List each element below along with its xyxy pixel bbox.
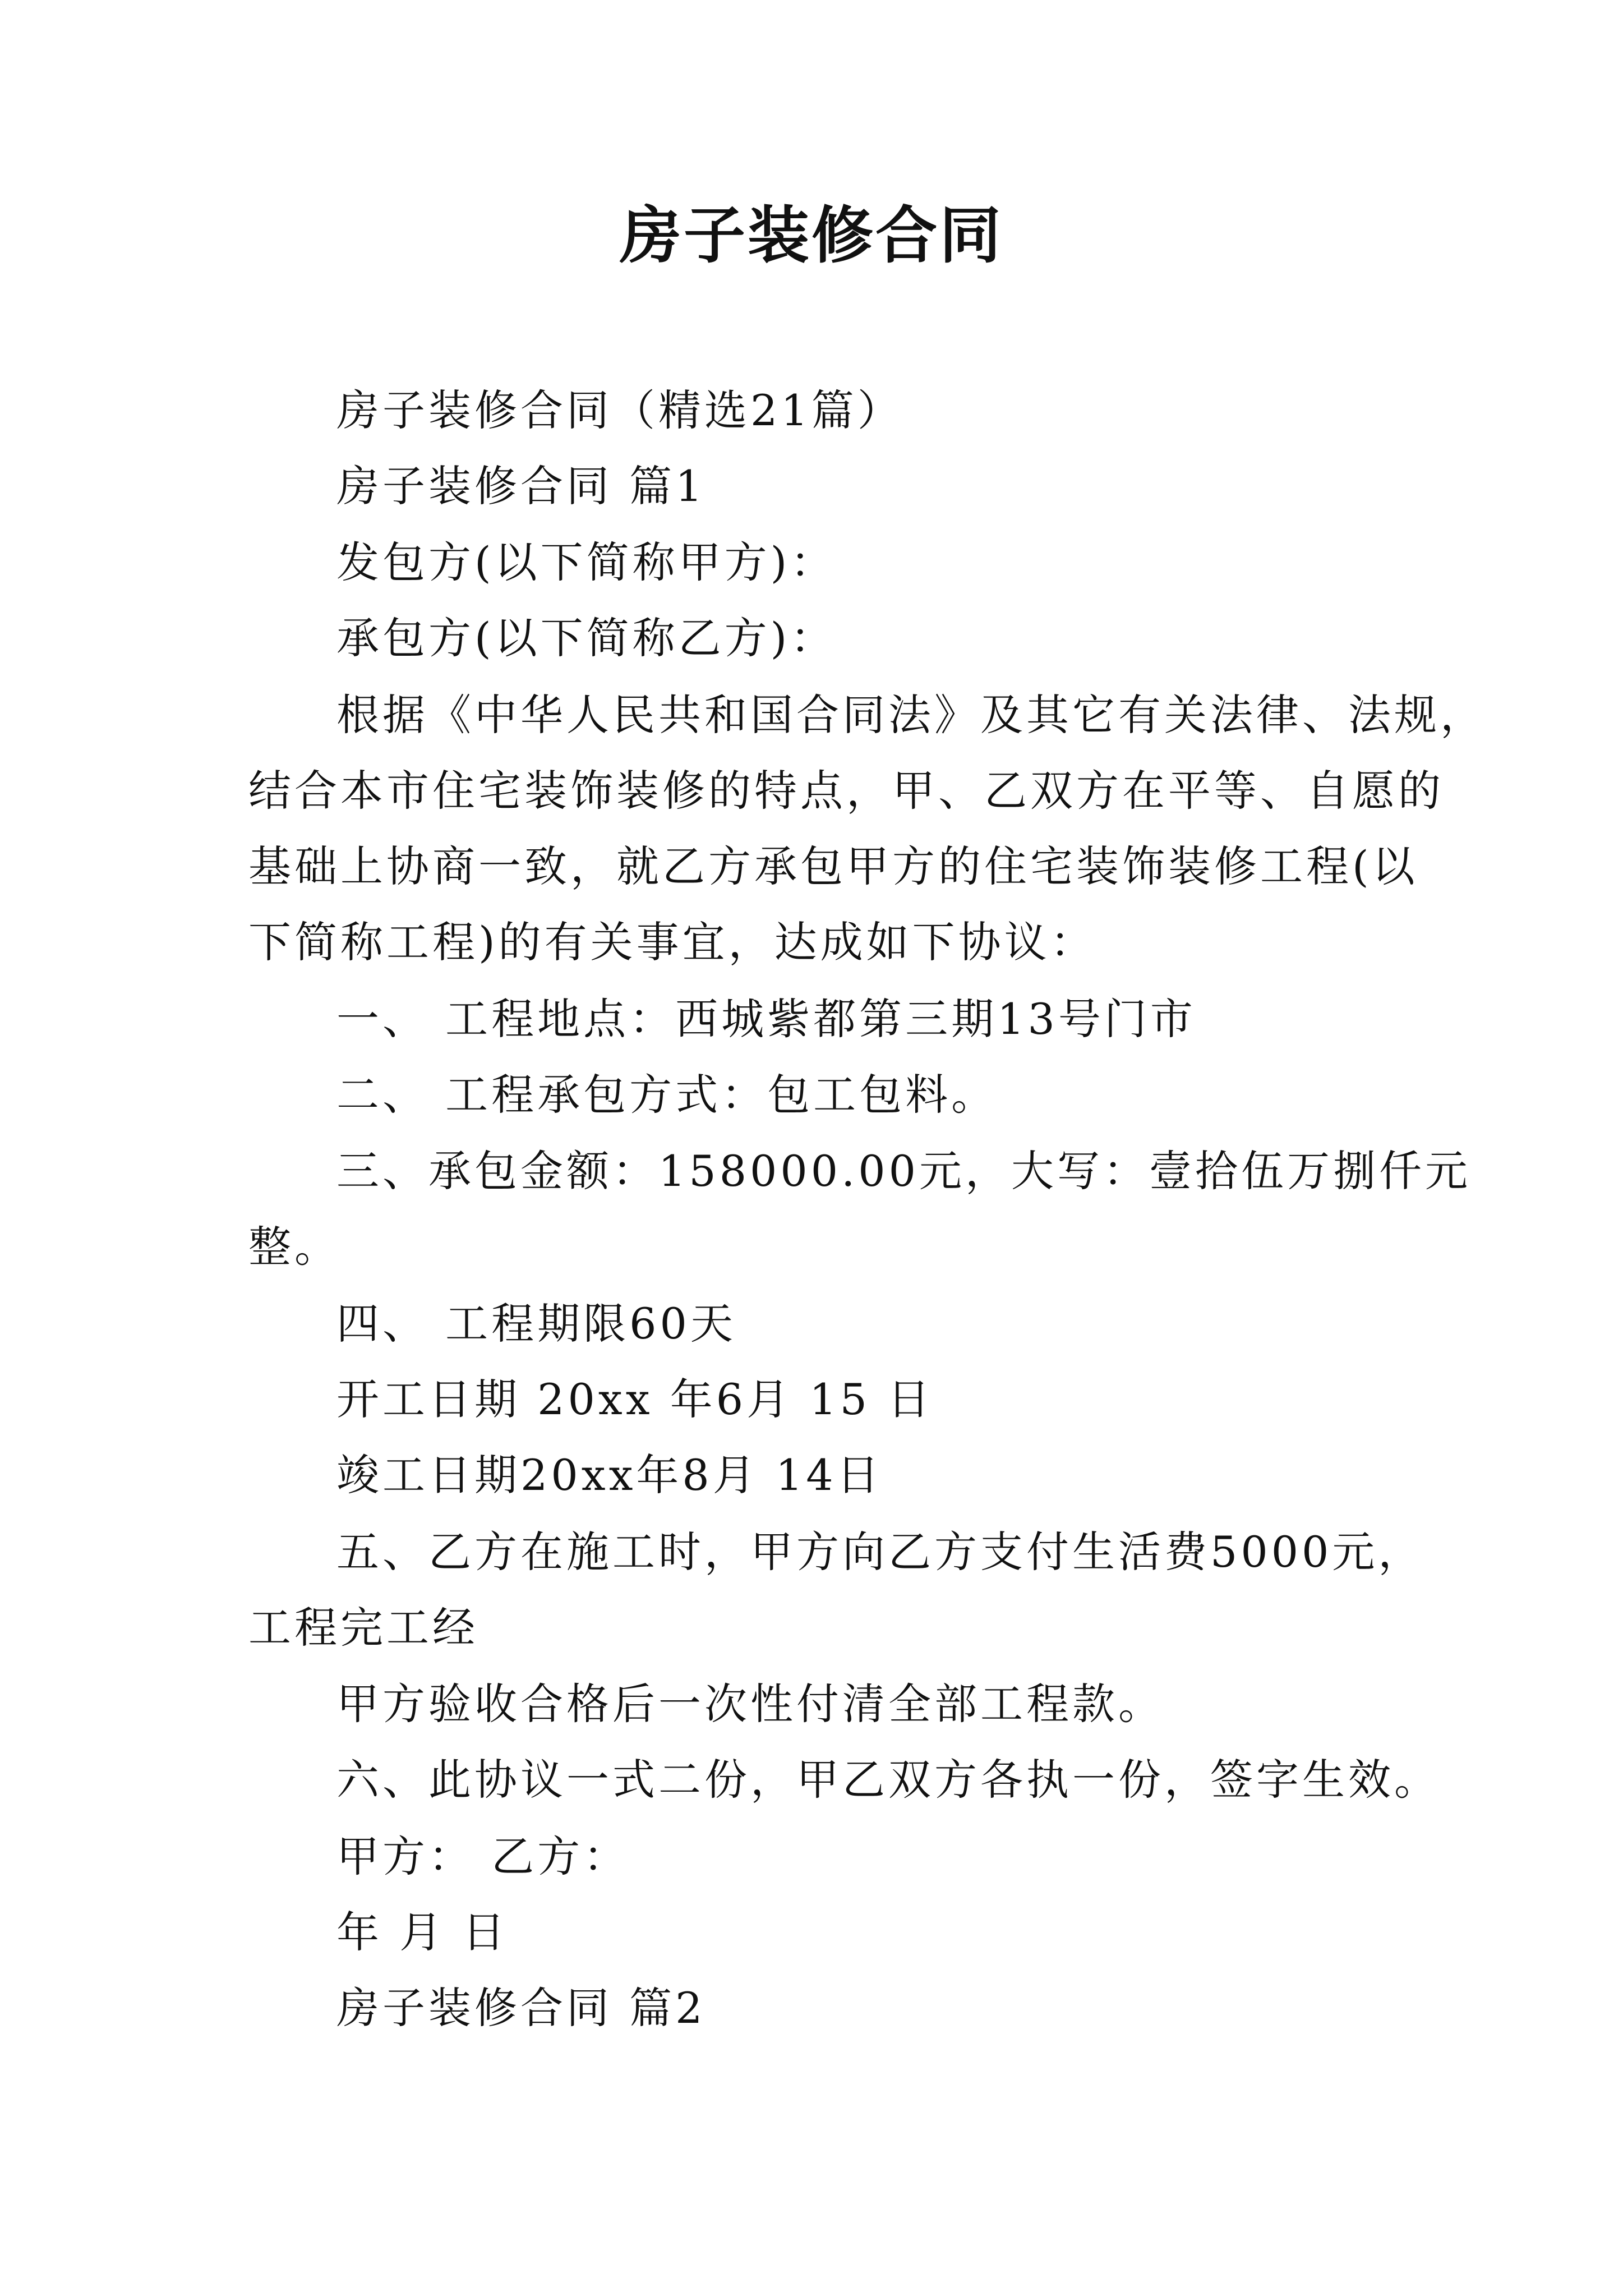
party-a-line: 发包方(以下简称甲方)： — [336, 537, 837, 587]
clause-payment-cont: 工程完工经 — [248, 1603, 478, 1653]
clause-copies: 六、此协议一式二份，甲乙双方各执一份，签字生效。 — [336, 1755, 1440, 1805]
paragraph-line: 结合本市住宅装饰装修的特点，甲、乙双方在平等、自愿的 — [248, 766, 1444, 816]
completion-date-line: 竣工日期20xx年8月 14日 — [336, 1450, 883, 1500]
party-b-line: 承包方(以下简称乙方)： — [336, 613, 837, 663]
clause-amount-cont: 整。 — [248, 1222, 340, 1272]
paragraph-line: 基础上协商一致，就乙方承包甲方的住宅装饰装修工程(以 — [248, 841, 1418, 891]
clause-location: 一、 工程地点：西城紫都第三期13号门市 — [336, 994, 1196, 1044]
clause-payment: 五、乙方在施工时，甲方向乙方支付生活费5000元， — [336, 1527, 1424, 1577]
paragraph-line: 甲方验收合格后一次性付清全部工程款。 — [336, 1679, 1164, 1729]
clause-duration: 四、 工程期限60天 — [336, 1299, 736, 1349]
document-title: 房子装修合同 — [620, 200, 1003, 272]
section-heading: 房子装修合同 篇2 — [336, 1983, 706, 2033]
signature-line: 甲方： 乙方： — [336, 1832, 630, 1881]
paragraph-line: 下简称工程)的有关事宜，达成如下协议： — [248, 917, 1096, 967]
subtitle-line: 房子装修合同（精选21篇） — [336, 385, 903, 435]
paragraph-line: 根据《中华人民共和国合同法》及其它有关法律、法规， — [336, 690, 1486, 740]
start-date-line: 开工日期 20xx 年6月 15 日 — [336, 1374, 934, 1424]
date-line: 年 月 日 — [336, 1907, 509, 1957]
clause-method: 二、 工程承包方式：包工包料。 — [336, 1070, 998, 1120]
clause-amount: 三、承包金额：158000.00元，大写：壹拾伍万捌仟元 — [336, 1146, 1471, 1196]
section-heading: 房子装修合同 篇1 — [336, 461, 706, 511]
